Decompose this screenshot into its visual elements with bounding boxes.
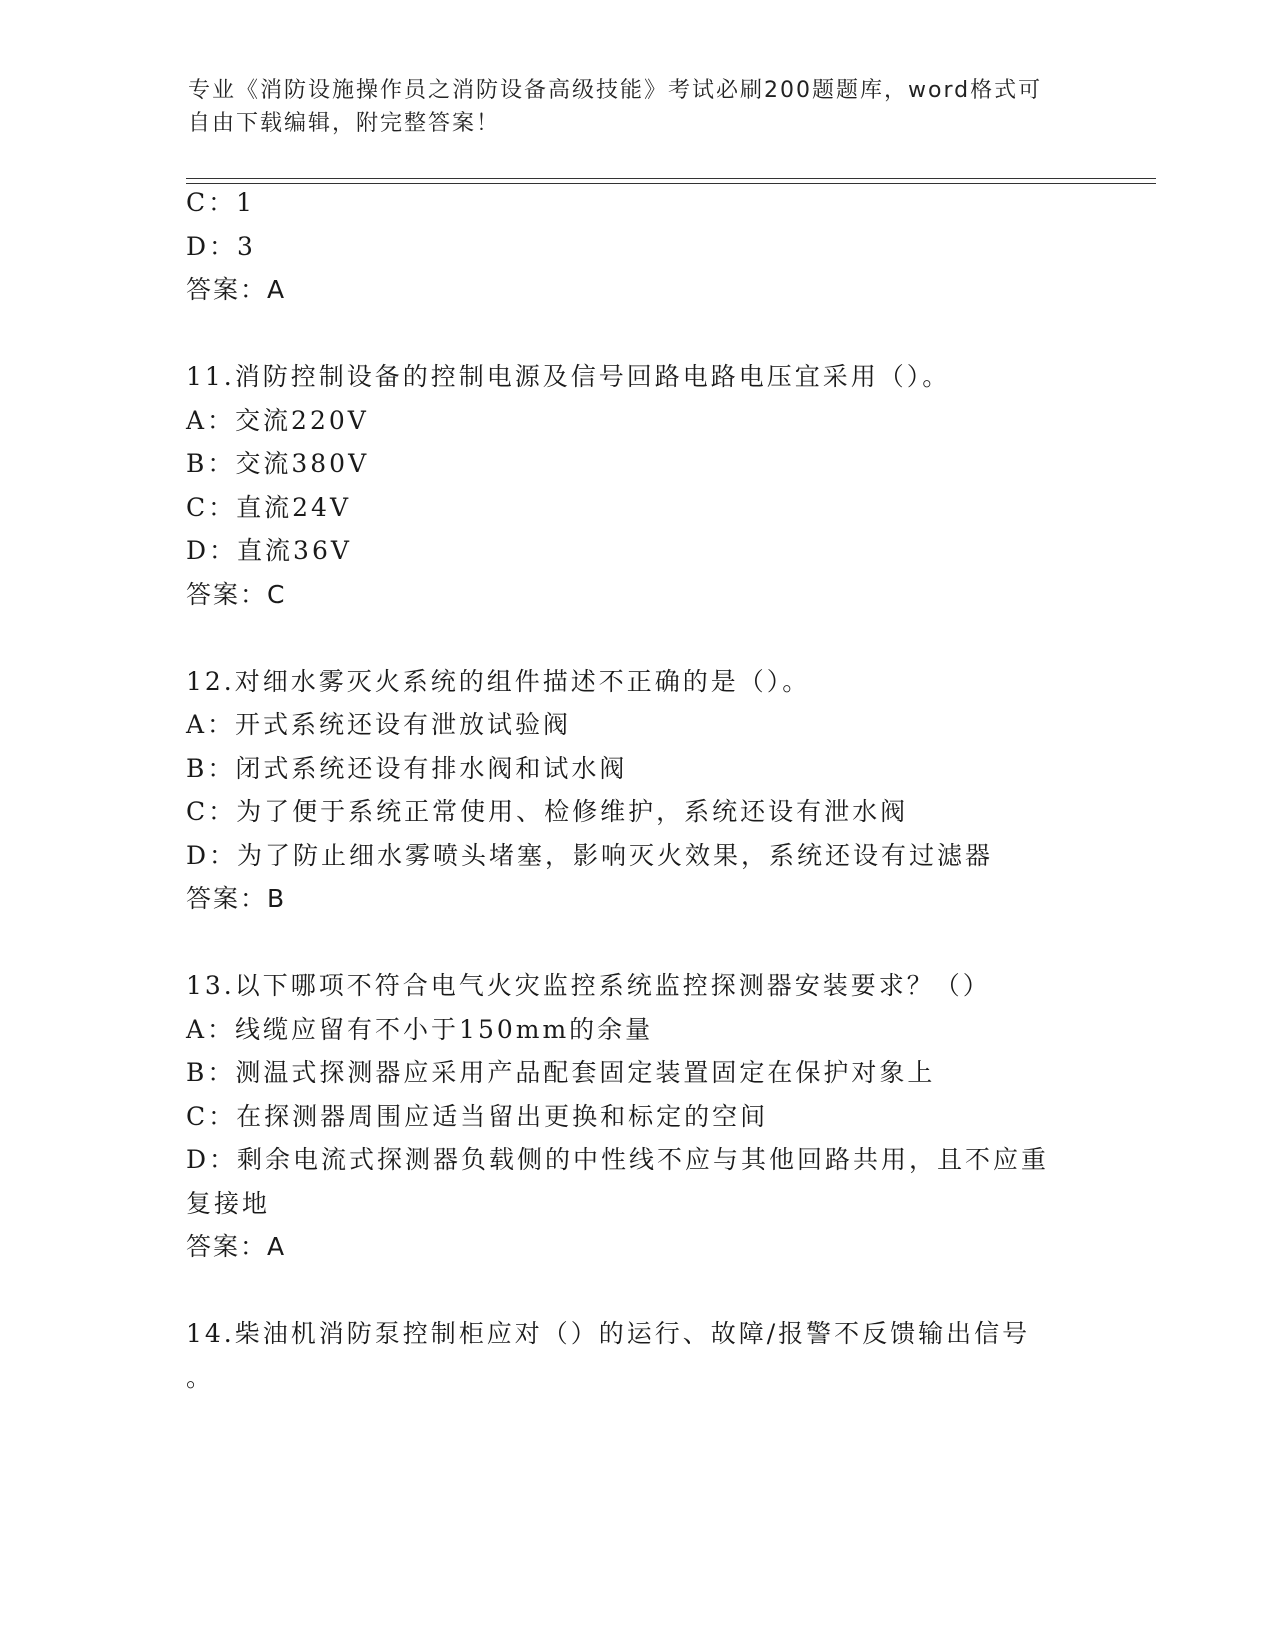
q11-option-b: B：交流380V bbox=[186, 449, 370, 478]
q13-option-a: A：线缆应留有不小于150mm的余量 bbox=[186, 1015, 654, 1044]
header-divider-top bbox=[186, 178, 1156, 179]
document-header bbox=[188, 74, 1088, 140]
q13-stem: 13.以下哪项不符合电气火灾监控系统监控探测器安装要求？（） bbox=[186, 971, 991, 1000]
q12-answer: 答案：B bbox=[186, 884, 287, 913]
q12-option-d: D：为了防止细水雾喷头堵塞，影响灭火效果，系统还设有过滤器 bbox=[186, 841, 994, 870]
q14-stem-continued: 。 bbox=[186, 1363, 215, 1392]
q12-option-b: B：闭式系统还设有排水阀和试水阀 bbox=[186, 754, 628, 783]
prev-option-c: C：1 bbox=[186, 188, 256, 217]
q13-answer: 答案：A bbox=[186, 1232, 287, 1261]
q11-option-a: A：交流220V bbox=[186, 406, 369, 435]
header-line-1: 专业《消防设施操作员之消防设备高级技能》考试必刷200题题库，word格式可 bbox=[188, 78, 1043, 103]
q13-option-c: C：在探测器周围应适当留出更换和标定的空间 bbox=[186, 1102, 769, 1131]
q14-stem: 14.柴油机消防泵控制柜应对（）的运行、故障/报警不反馈输出信号 bbox=[186, 1319, 1031, 1348]
prev-answer: 答案：A bbox=[186, 275, 287, 304]
prev-option-d: D：3 bbox=[186, 232, 256, 261]
q12-stem: 12.对细水雾灭火系统的组件描述不正确的是（）。 bbox=[186, 667, 811, 696]
q13-option-b: B：测温式探测器应采用产品配套固定装置固定在保护对象上 bbox=[186, 1058, 936, 1087]
q12-option-a: A：开式系统还设有泄放试验阀 bbox=[186, 710, 572, 739]
q11-option-d: D：直流36V bbox=[186, 536, 352, 565]
q11-stem: 11.消防控制设备的控制电源及信号回路电路电压宜采用（）。 bbox=[186, 362, 951, 391]
q13-option-d-continued: 复接地 bbox=[186, 1189, 271, 1218]
q11-option-c: C：直流24V bbox=[186, 493, 351, 522]
header-divider-bottom bbox=[186, 183, 1156, 184]
q12-option-c: C：为了便于系统正常使用、检修维护，系统还设有泄水阀 bbox=[186, 797, 909, 826]
q13-option-d: D：剩余电流式探测器负载侧的中性线不应与其他回路共用，且不应重 bbox=[186, 1145, 1050, 1174]
header-line-2: 自由下载编辑，附完整答案！ bbox=[188, 111, 501, 136]
q11-answer: 答案：C bbox=[186, 580, 287, 609]
